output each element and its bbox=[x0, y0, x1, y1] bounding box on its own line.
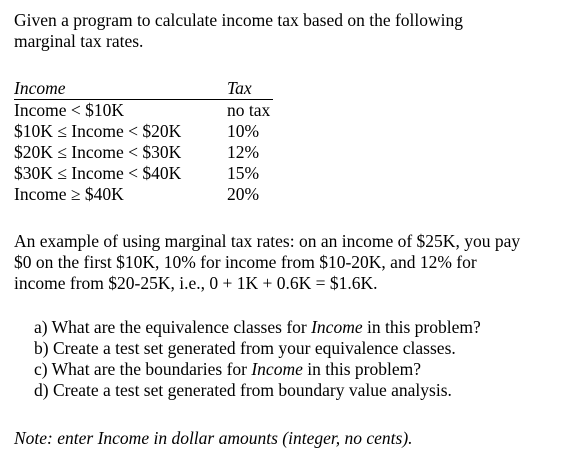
table-row bbox=[14, 121, 273, 142]
table-row bbox=[14, 184, 273, 205]
intro-line: marginal tax rates. bbox=[14, 31, 144, 51]
income-range-cell: Income ≥ $40K bbox=[14, 184, 124, 204]
question-emphasis: Income bbox=[311, 317, 363, 337]
example-paragraph bbox=[14, 231, 520, 294]
tax-rate-cell: no tax bbox=[227, 100, 271, 120]
example-line: income from $20-25K, i.e., 0 + 1K + 0.6K = $1.6K. bbox=[14, 273, 378, 293]
question-text: a) What are the equivalence classes for bbox=[34, 317, 312, 337]
question-text: b) Create a test set generated from your equivalence classes. bbox=[34, 338, 456, 358]
tax-rate-cell: 12% bbox=[227, 142, 260, 162]
income-column-header: Income bbox=[14, 78, 227, 100]
question-list bbox=[34, 317, 481, 401]
intro-line: Given a program to calculate income tax based on the following bbox=[14, 10, 464, 30]
example-line: An example of using marginal tax rates: on an income of $25K, you pay bbox=[14, 231, 521, 251]
question-text-end: in this problem? bbox=[302, 359, 421, 379]
tax-rate-cell: 15% bbox=[227, 163, 260, 183]
table-row bbox=[14, 163, 273, 184]
question-text: d) Create a test set generated from boundary value analysis. bbox=[34, 380, 452, 400]
tax-rate-cell: 20% bbox=[227, 184, 260, 204]
question-text: c) What are the boundaries for bbox=[34, 359, 252, 379]
income-range-cell: $30K ≤ Income < $40K bbox=[14, 163, 182, 183]
note-text: Note: enter Income in dollar amounts (integer, no cents). bbox=[14, 428, 413, 448]
income-range-cell: $10K ≤ Income < $20K bbox=[14, 121, 182, 141]
question-item bbox=[34, 338, 481, 359]
tax-rate-table bbox=[14, 78, 273, 205]
table-row bbox=[14, 142, 273, 163]
table-row bbox=[14, 100, 273, 122]
table-header-row bbox=[14, 78, 273, 100]
tax-column-header: Tax bbox=[227, 78, 273, 100]
income-range-cell: $20K ≤ Income < $30K bbox=[14, 142, 182, 162]
question-item bbox=[34, 380, 481, 401]
income-range-cell: Income < $10K bbox=[14, 100, 124, 120]
question-text-end: in this problem? bbox=[362, 317, 481, 337]
question-item bbox=[34, 317, 481, 338]
example-line: $0 on the first $10K, 10% for income from $10-20K, and 12% for bbox=[14, 252, 477, 272]
question-emphasis: Income bbox=[251, 359, 303, 379]
intro-paragraph bbox=[14, 10, 463, 52]
tax-rate-cell: 10% bbox=[227, 121, 260, 141]
question-item bbox=[34, 359, 481, 380]
